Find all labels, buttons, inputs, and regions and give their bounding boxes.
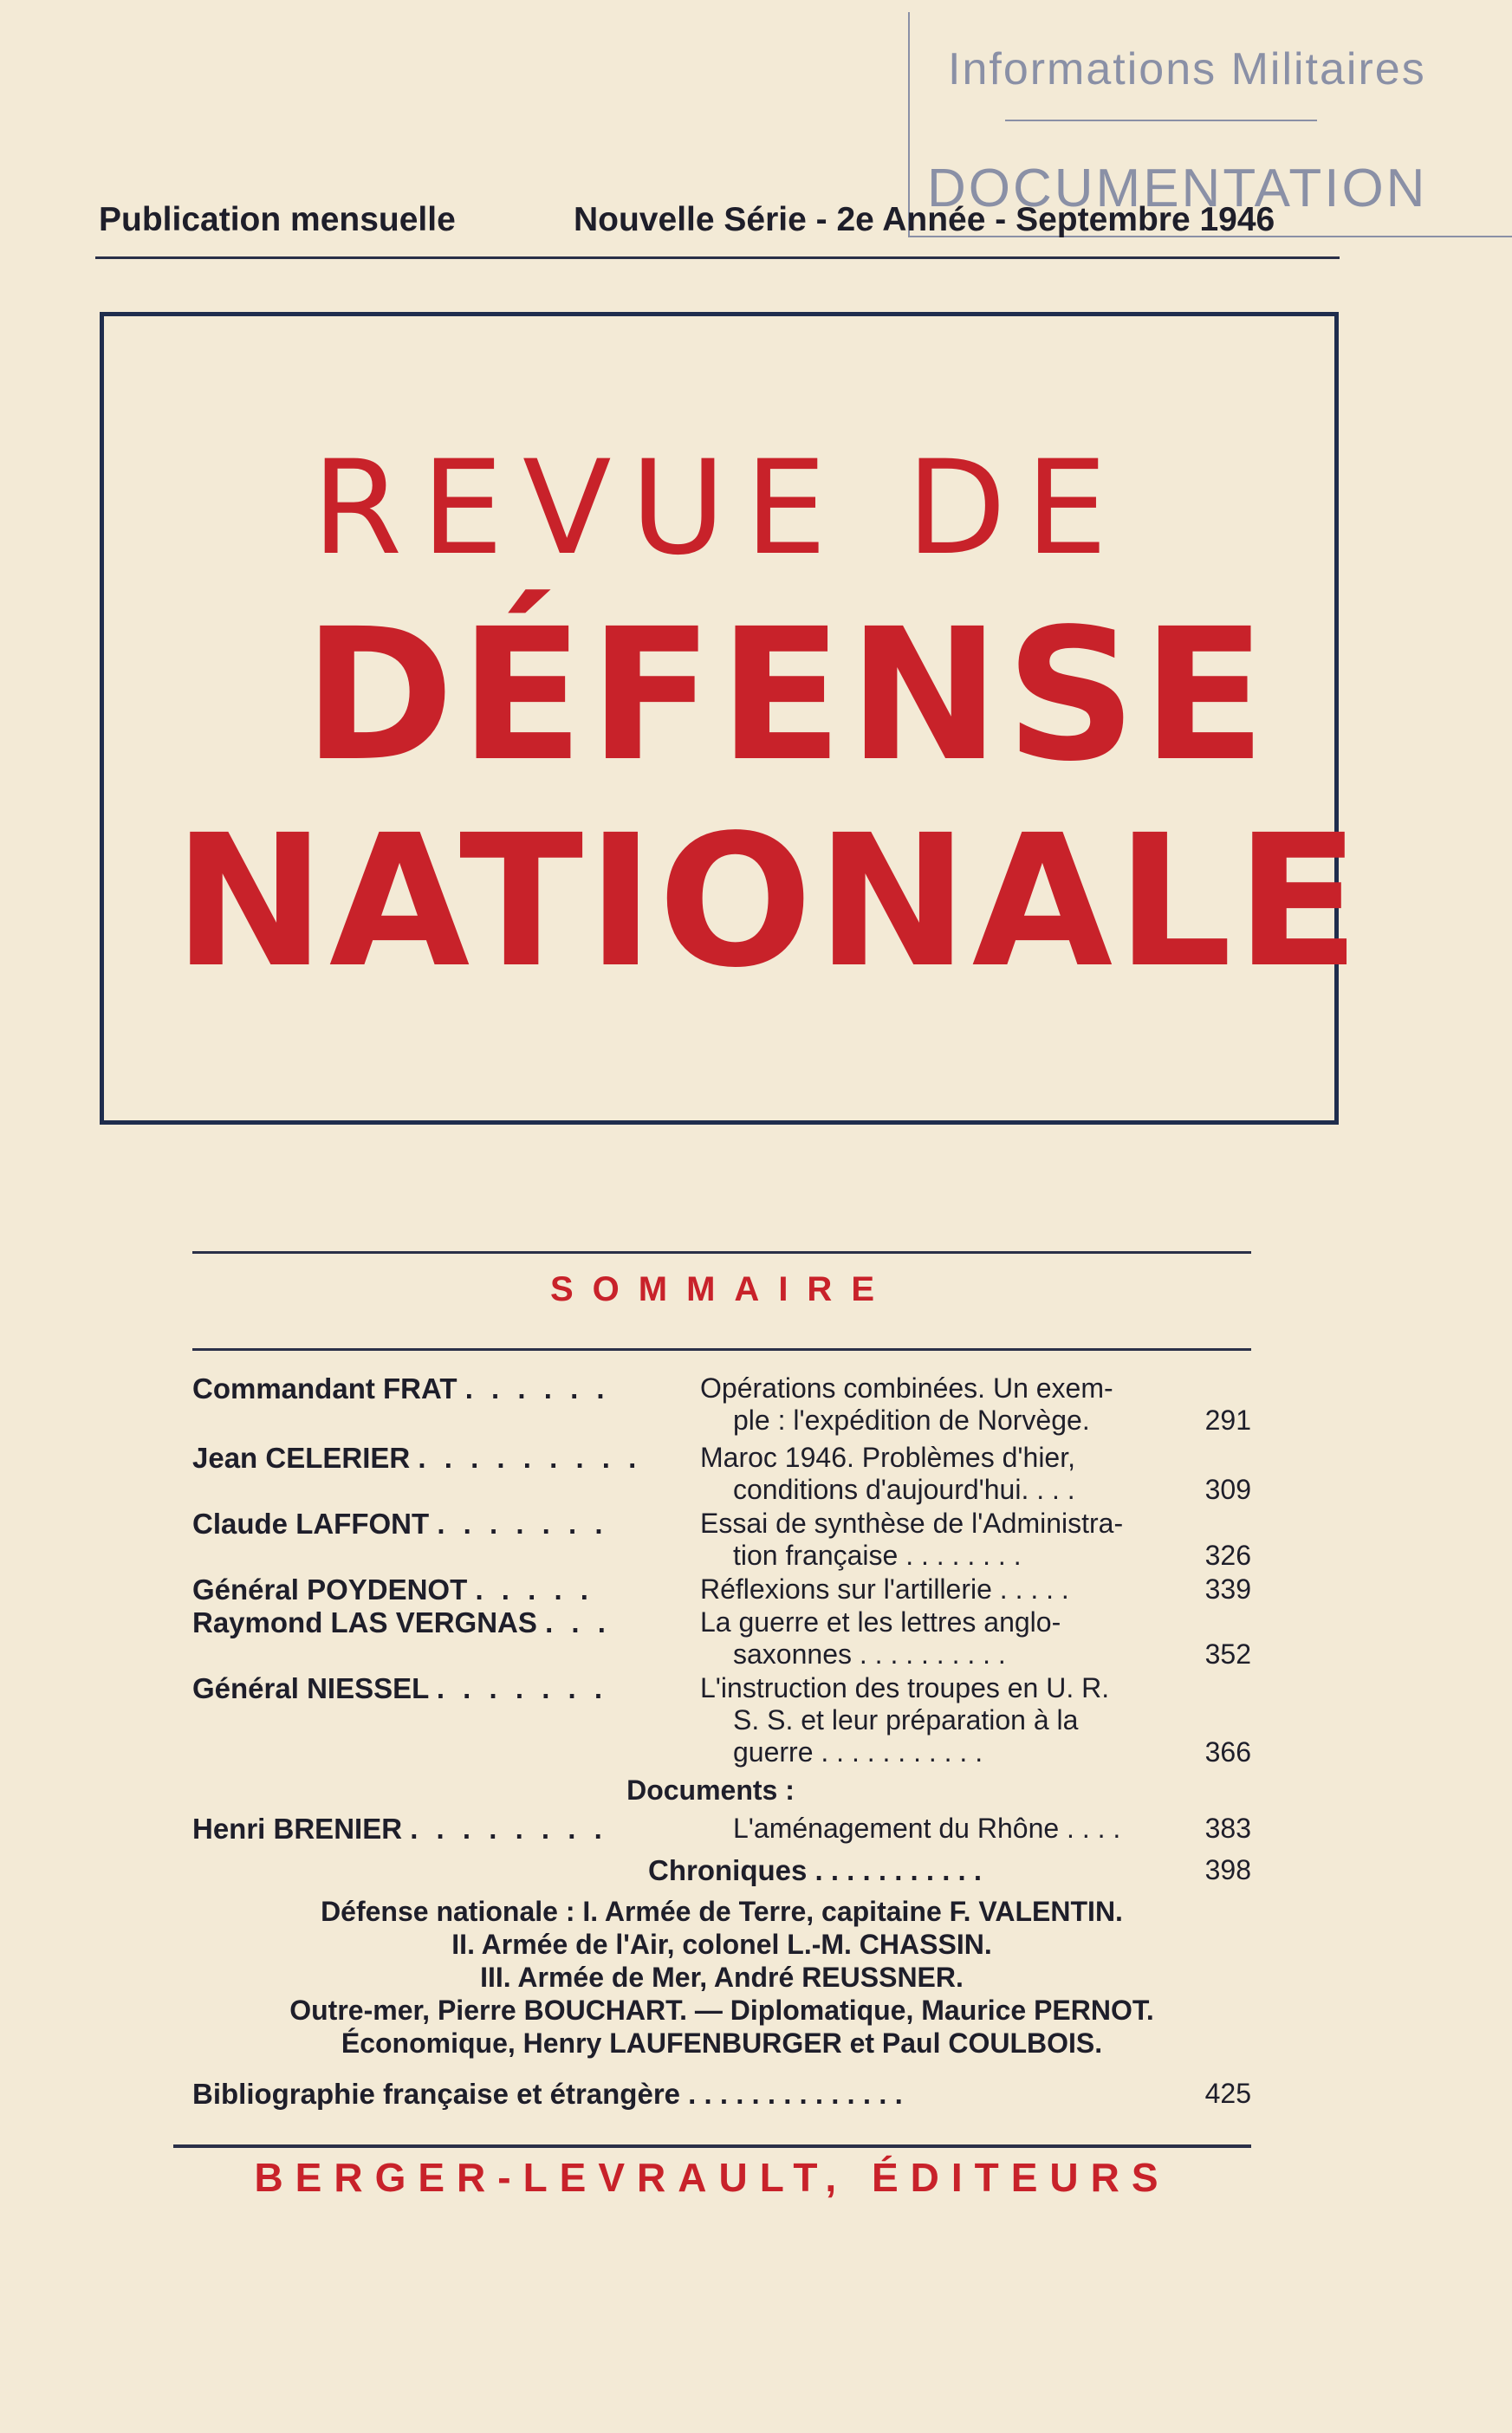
chroniques-label: Chroniques . . . . . . . . . . . — [648, 1854, 983, 1886]
toc-author: Claude LAFFONT . . . . . . . — [192, 1508, 608, 1540]
toc-article-title: L'instruction des troupes en U. R. S. S. et leur préparation à la guerre . . . . . . . . . . . — [700, 1672, 1110, 1768]
header-divider — [95, 256, 1340, 259]
issue-date: Nouvelle Série - 2e Année - Septembre 1946 — [574, 201, 1275, 238]
footer-divider — [173, 2144, 1251, 2148]
toc-page-number: 291 — [1204, 1405, 1251, 1436]
chroniques-line: Outre-mer, Pierre BOUCHART. — Diplomatique, Maurice PERNOT. — [289, 1995, 1154, 2026]
toc-article-title: Réflexions sur l'artillerie . . . . . — [700, 1573, 1069, 1605]
toc-page-number: 326 — [1204, 1540, 1251, 1571]
sommaire-bottom-rule — [192, 1348, 1251, 1351]
publisher-name: BERGER-LEVRAULT, ÉDITEURS — [254, 2155, 1171, 2200]
chroniques-line: III. Armée de Mer, André REUSSNER. — [480, 1962, 964, 1993]
toc-page-number: 366 — [1204, 1736, 1251, 1768]
sommaire-top-rule — [192, 1251, 1251, 1254]
toc-page-number: 352 — [1204, 1638, 1251, 1670]
toc-author: Commandant FRAT . . . . . . — [192, 1372, 610, 1405]
toc-author: Raymond LAS VERGNAS . . . — [192, 1606, 611, 1638]
chroniques-line: Défense nationale : I. Armée de Terre, capitaine F. VALENTIN. — [321, 1896, 1123, 1927]
sommaire-heading: SOMMAIRE — [550, 1270, 893, 1308]
toc-article-title: Maroc 1946. Problèmes d'hier, conditions d'aujourd'hui. . . . — [700, 1442, 1075, 1505]
toc-article-title: La guerre et les lettres anglo- saxonnes . . . . . . . . . . — [700, 1606, 1061, 1670]
toc-page-number: 425 — [1204, 2078, 1251, 2109]
title-line-1: REVUE DE — [312, 433, 1127, 584]
chroniques-line: Économique, Henry LAUFENBURGER et Paul COULBOIS. — [341, 2028, 1103, 2059]
publication-frequency: Publication mensuelle — [99, 201, 456, 238]
stamp-rule — [1005, 120, 1317, 121]
chroniques-line: II. Armée de l'Air, colonel L.-M. CHASSIN. — [451, 1929, 992, 1960]
toc-page-number: 339 — [1204, 1573, 1251, 1605]
toc-author: Général NIESSEL . . . . . . . — [192, 1672, 608, 1704]
toc-author: Henri BRENIER . . . . . . . . — [192, 1813, 607, 1845]
toc-article-title: Essai de synthèse de l'Administra- tion française . . . . . . . . — [700, 1508, 1124, 1571]
toc-page-number: 309 — [1204, 1474, 1251, 1505]
bibliographie-label: Bibliographie française et étrangère . . . . . . . . . . . . . . — [192, 2078, 903, 2110]
title-line-3: NATIONALE — [173, 795, 1364, 1008]
toc-article-title: L'aménagement du Rhône . . . . — [733, 1813, 1121, 1844]
stamp-line-2: DOCUMENTATION — [927, 159, 1428, 218]
toc-author: Général POYDENOT . . . . . — [192, 1573, 594, 1606]
stamp-line-1: Informations Militaires — [948, 44, 1426, 94]
toc-author: Jean CELERIER . . . . . . . . . — [192, 1442, 642, 1474]
toc-page-number: 398 — [1204, 1854, 1251, 1885]
toc-page-number: 383 — [1204, 1813, 1251, 1844]
documents-label: Documents : — [626, 1774, 795, 1806]
toc-article-title: Opérations combinées. Un exem- ple : l'expédition de Norvège. — [700, 1372, 1113, 1436]
title-line-2: DÉFENSE — [303, 589, 1272, 801]
